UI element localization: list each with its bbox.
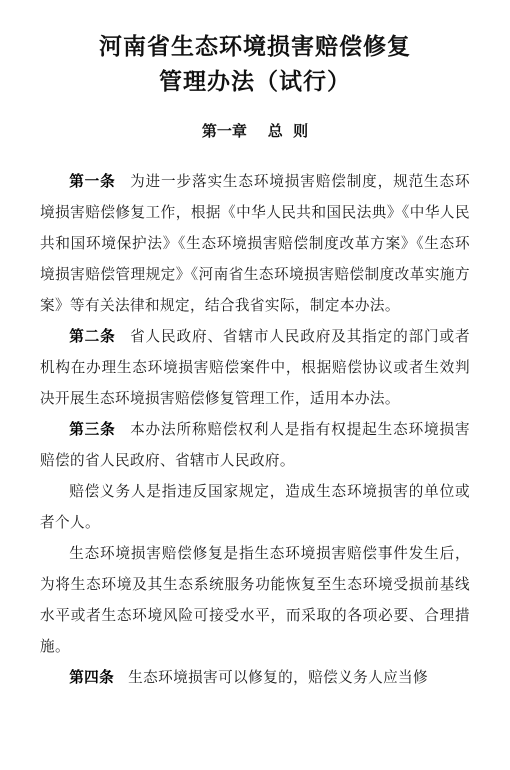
body-paragraph (40, 538, 470, 662)
article-text: 省人民政府、省辖市人民政府及其指定的部门或者机构在办理生态环境损害赔偿案件中，根据赔偿协议或者生效判决开展生态环境损害赔偿修复管理工作，适用本办法。 (40, 328, 470, 407)
article-label: 第二条 (69, 328, 116, 345)
article-4-paragraph (40, 662, 470, 693)
paragraph-text: 赔偿义务人是指违反国家规定，造成生态环境损害的单位或者个人。 (40, 483, 470, 531)
article-1-paragraph (40, 166, 470, 321)
document-body (40, 166, 470, 693)
article-label: 第四条 (69, 669, 115, 686)
article-3-paragraph (40, 414, 470, 476)
title-line-1: 河南省生态环境损害赔偿修复 (99, 34, 411, 60)
article-2-paragraph (40, 321, 470, 414)
paragraph-text: 生态环境损害赔偿修复是指生态环境损害赔偿事件发生后，为将生态环境及其生态系统服务功能恢复至生态环境受损前基线水平或者生态环境风险可接受水平，而采取的各项必要、合理措施。 (40, 545, 470, 655)
body-paragraph (40, 476, 470, 538)
article-text: 为进一步落实生态环境损害赔偿制度，规范生态环境损害赔偿修复工作，根据《中华人民共和国民法典》《中华人民共和国环境保护法》《生态环境损害赔偿制度改革方案》《生态环境损害赔偿管理规定》《河南省生态环境损害赔偿制度改革实施方案》等有关法律和规定，结合我省实际，制定本办法。 (40, 173, 470, 314)
chapter-heading: 第一章 总 则 (201, 122, 309, 140)
article-text: 本办法所称赔偿权利人是指有权提起生态环境损害赔偿的省人民政府、省辖市人民政府。 (40, 421, 470, 469)
document-title (0, 30, 510, 100)
article-text: 生态环境损害可以修复的，赔偿义务人应当修 (128, 669, 429, 686)
title-line-2: 管理办法（试行） (159, 69, 351, 95)
article-label: 第三条 (69, 421, 116, 438)
article-label: 第一条 (69, 173, 116, 190)
